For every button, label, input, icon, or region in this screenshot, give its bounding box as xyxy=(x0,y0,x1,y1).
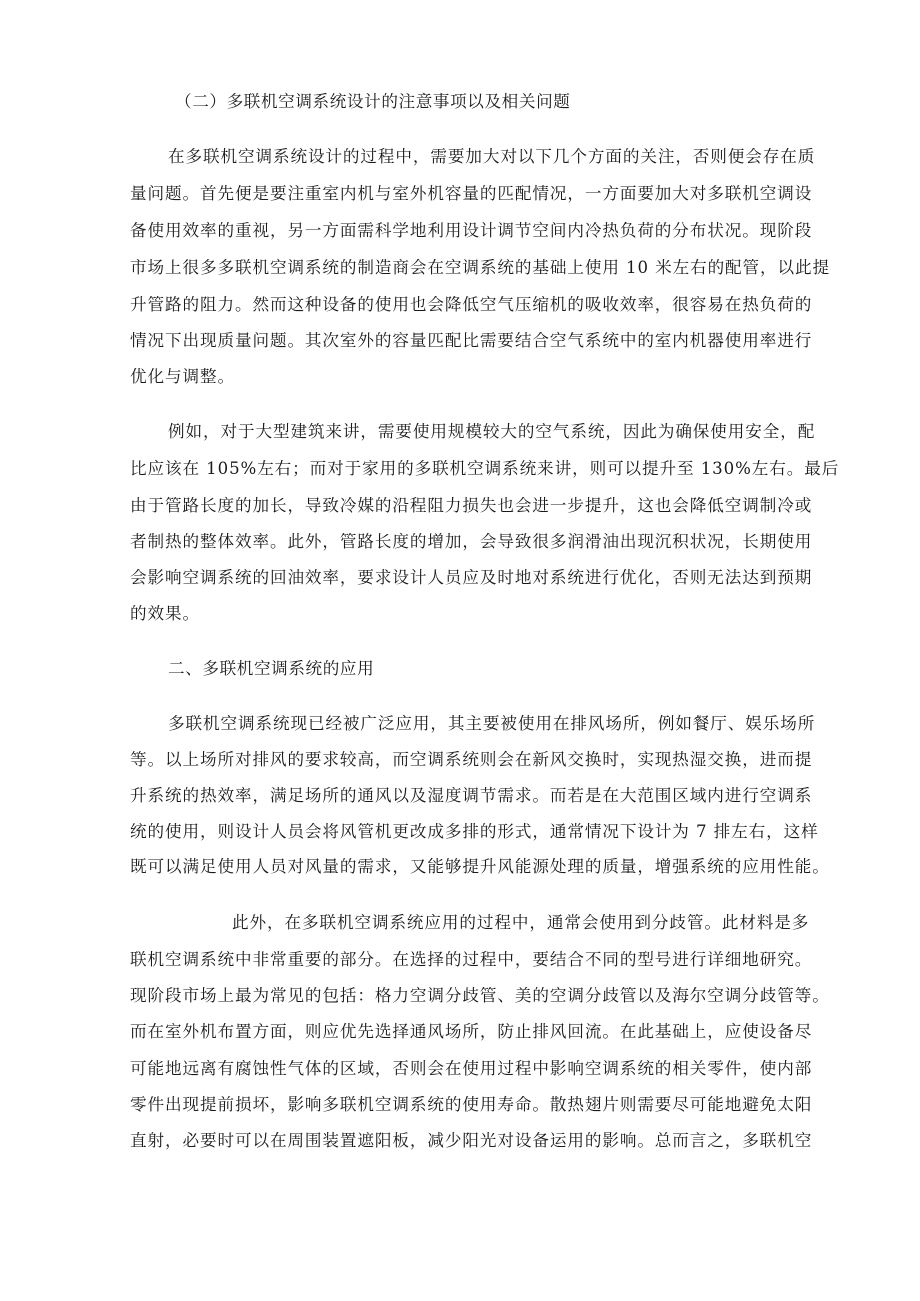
paragraph-line: 情况下出现质量问题。其次室外的容量匹配比需要结合空气系统中的室内机器使用率进行 xyxy=(130,331,813,350)
paragraph-line: 可能地远离有腐蚀性气体的区域，否则会在使用过程中影响空调系统的相关零件，使内部 xyxy=(130,1059,813,1078)
paragraph-line: 备使用效率的重视，另一方面需科学地利用设计调节空间内冷热负荷的分布状况。现阶段 xyxy=(130,221,813,240)
paragraph-line: 直射，必要时可以在周围装置遮阳板，减少阳光对设备运用的影响。总而言之，多联机空 xyxy=(130,1131,813,1150)
paragraph-line: 升管路的阻力。然而这种设备的使用也会降低空气压缩机的吸收效率，很容易在热负荷的 xyxy=(130,295,813,314)
paragraph-line: 的效果。 xyxy=(130,604,200,623)
paragraph-line: 统的使用，则设计人员会将风管机更改成多排的形式，通常情况下设计为 7 排左右，这样 xyxy=(130,822,819,841)
paragraph-line: 升系统的热效率，满足场所的通风以及湿度调节需求。而若是在大范围区域内进行空调系 xyxy=(130,786,813,805)
paragraph-line: 零件出现提前损坏，影响多联机空调系统的使用寿命。散热翅片则需要尽可能地避免太阳 xyxy=(130,1095,813,1114)
paragraph-line: 联机空调系统中非常重要的部分。在选择的过程中，要结合不同的型号进行详细地研究。 xyxy=(130,950,813,969)
paragraph-line: 多联机空调系统现已经被广泛应用，其主要被使用在排风场所，例如餐厅、娱乐场所 xyxy=(168,714,816,733)
paragraph-line: 现阶段市场上最为常见的包括：格力空调分歧管、美的空调分歧管以及海尔空调分歧管等。 xyxy=(130,986,830,1005)
paragraph-line: 等。以上场所对排风的要求较高，而空调系统则会在新风交换时，实现热湿交换，进而提 xyxy=(130,750,813,769)
paragraph-line: 在多联机空调系统设计的过程中，需要加大对以下几个方面的关注，否则便会存在质 xyxy=(168,147,816,166)
paragraph-line: 由于管路长度的加长，导致冷媒的沿程阻力损失也会进一步提升，这也会降低空调制冷或 xyxy=(130,496,813,515)
paragraph-line: 例如，对于大型建筑来讲，需要使用规模较大的空气系统，因此为确保使用安全，配 xyxy=(168,422,816,441)
paragraph-line: 市场上很多多联机空调系统的制造商会在空调系统的基础上使用 10 米左右的配管，以此提 xyxy=(130,258,831,277)
paragraph-line: 而在室外机布置方面，则应优先选择通风场所，防止排风回流。在此基础上，应使设备尽 xyxy=(130,1022,813,1041)
paragraph-line: 量问题。首先便是要注重室内机与室外机容量的匹配情况，一方面要加大对多联机空调设 xyxy=(130,184,813,203)
section-heading-applications: 二、多联机空调系统的应用 xyxy=(168,659,375,678)
paragraph-line: 比应该在 105%左右；而对于家用的多联机空调系统来讲，则可以提升至 130%左右。最后 xyxy=(130,459,840,478)
paragraph-line: 会影响空调系统的回油效率，要求设计人员应及时地对系统进行优化，否则无法达到预期 xyxy=(130,568,813,587)
section-heading-design-notes: （二）多联机空调系统设计的注意事项以及相关问题 xyxy=(175,92,571,111)
paragraph-line: 此外，在多联机空调系统应用的过程中，通常会使用到分歧管。此材料是多 xyxy=(232,913,810,932)
paragraph-line: 者制热的整体效率。此外，管路长度的增加，会导致很多润滑油出现沉积状况，长期使用 xyxy=(130,532,813,551)
paragraph-line: 既可以满足使用人员对风量的需求，又能够提升风能源处理的质量，增强系统的应用性能。 xyxy=(130,857,830,876)
paragraph-line: 优化与调整。 xyxy=(130,367,235,386)
